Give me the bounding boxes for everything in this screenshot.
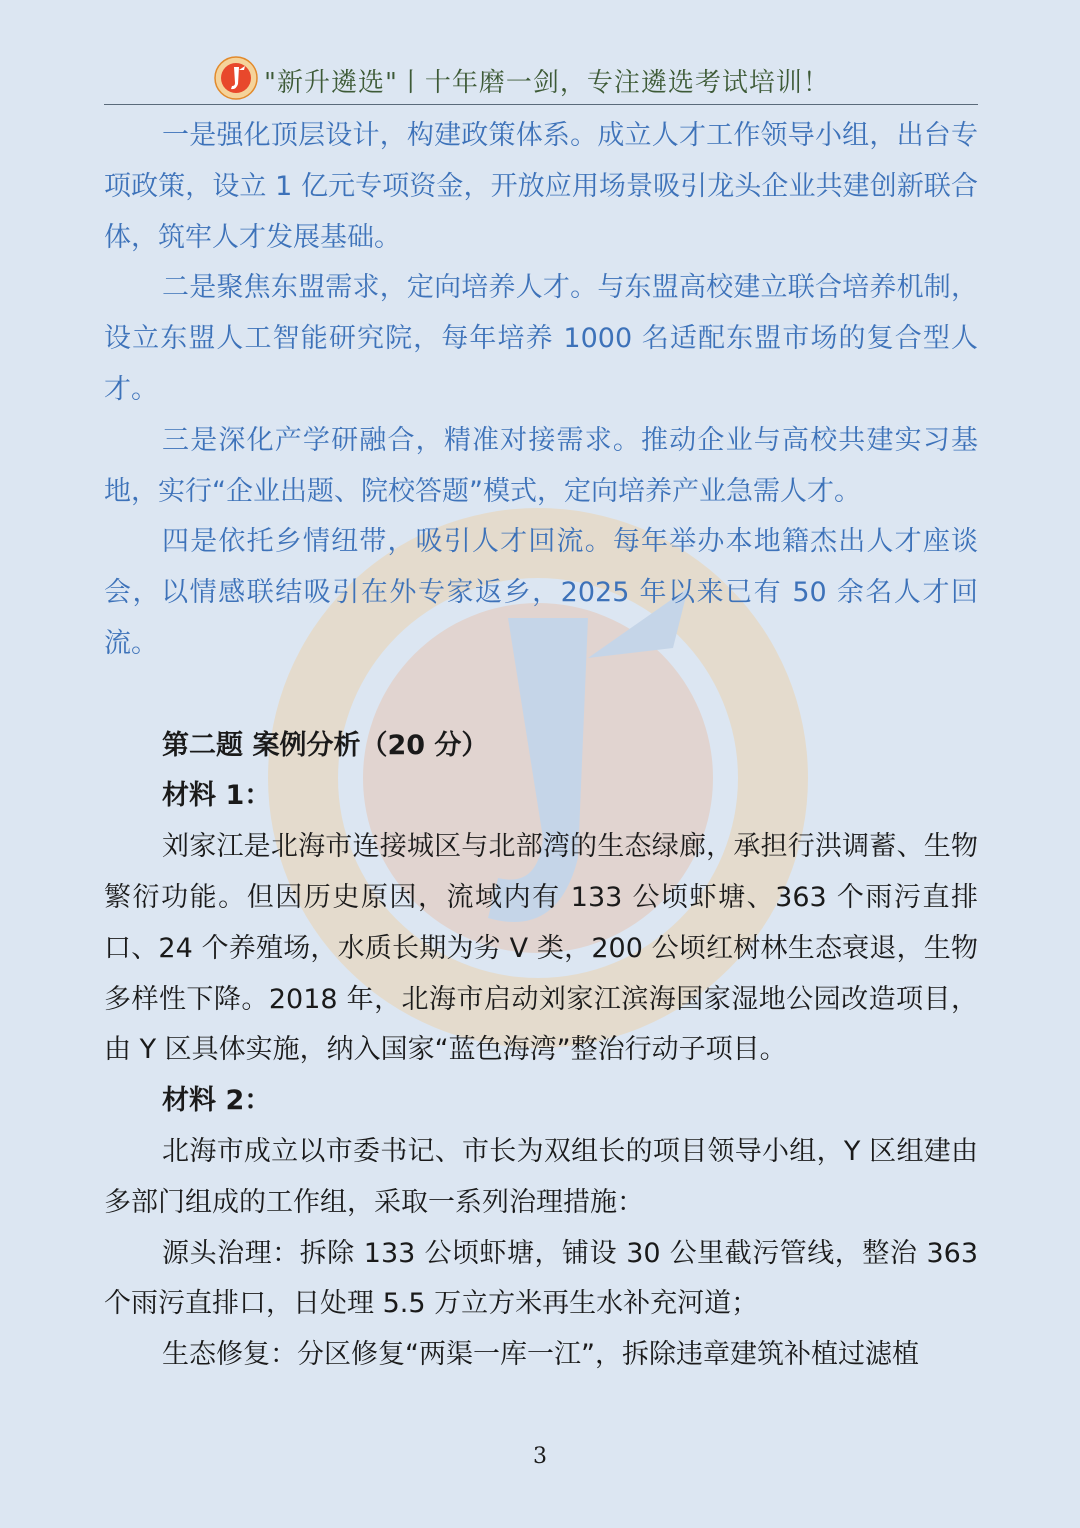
material-1-text: 刘家江是北海市连接城区与北部湾的生态绿廊，承担行洪调蓄、生物繁衍功能。但因历史原因，流域内有 133 公顷虾塘、363 个雨污直排口、24 个养殖场，水质长期为劣 V 类，200 公顷红树林生态衰退，生物多样性下降。2018 年，北海市启动刘家江滨海国家湿地公园改造项目，由 Y 区具体实施，纳入国家“蓝色海湾”整治行动子项目。 [104, 831, 978, 1066]
source-governance-text: 源头治理：拆除 133 公顷虾塘，铺设 30 公里截污管线，整治 363 个雨污直排口，日处理 5.5 万立方米再生水补充河道； [104, 1237, 978, 1320]
document-body [104, 111, 978, 1381]
paragraph-three: 三是深化产学研融合，精准对接需求。推动企业与高校共建实习基地，实行“企业出题、院校答题”模式，定向培养产业急需人才。 [104, 424, 978, 507]
logo-icon [214, 56, 258, 100]
header-slogan: "新升遴选"丨十年磨一剑，专注遴选考试培训！ [264, 68, 830, 98]
section-spacer [104, 670, 978, 721]
paragraph-two: 二是聚焦东盟需求，定向培养人才。与东盟高校建立联合培养机制，设立东盟人工智能研究院，每年培养 1000 名适配东盟市场的复合型人才。 [104, 272, 978, 405]
page-header [104, 52, 978, 105]
paragraph-one: 一是强化顶层设计，构建政策体系。成立人才工作领导小组，出台专项政策，设立 1 亿元专项资金，开放应用场景吸引龙头企业共建创新联合体，筑牢人才发展基础。 [104, 120, 978, 253]
section-title: 第二题 案例分析（20 分） [162, 729, 489, 761]
material-2-label: 材料 2： [162, 1085, 272, 1117]
paragraph-four: 四是依托乡情纽带，吸引人才回流。每年举办本地籍杰出人才座谈会，以情感联结吸引在外专家返乡，2025 年以来已有 50 余名人才回流。 [104, 526, 978, 659]
material-2-text: 北海市成立以市委书记、市长为双组长的项目领导小组，Y 区组建由多部门组成的工作组，采取一系列治理措施： [104, 1135, 978, 1218]
page-number: 3 [533, 1444, 547, 1469]
eco-restoration-text: 生态修复：分区修复“两渠一库一江”，拆除违章建筑补植过滤植 [162, 1339, 920, 1371]
material-1-label: 材料 1： [162, 780, 272, 812]
